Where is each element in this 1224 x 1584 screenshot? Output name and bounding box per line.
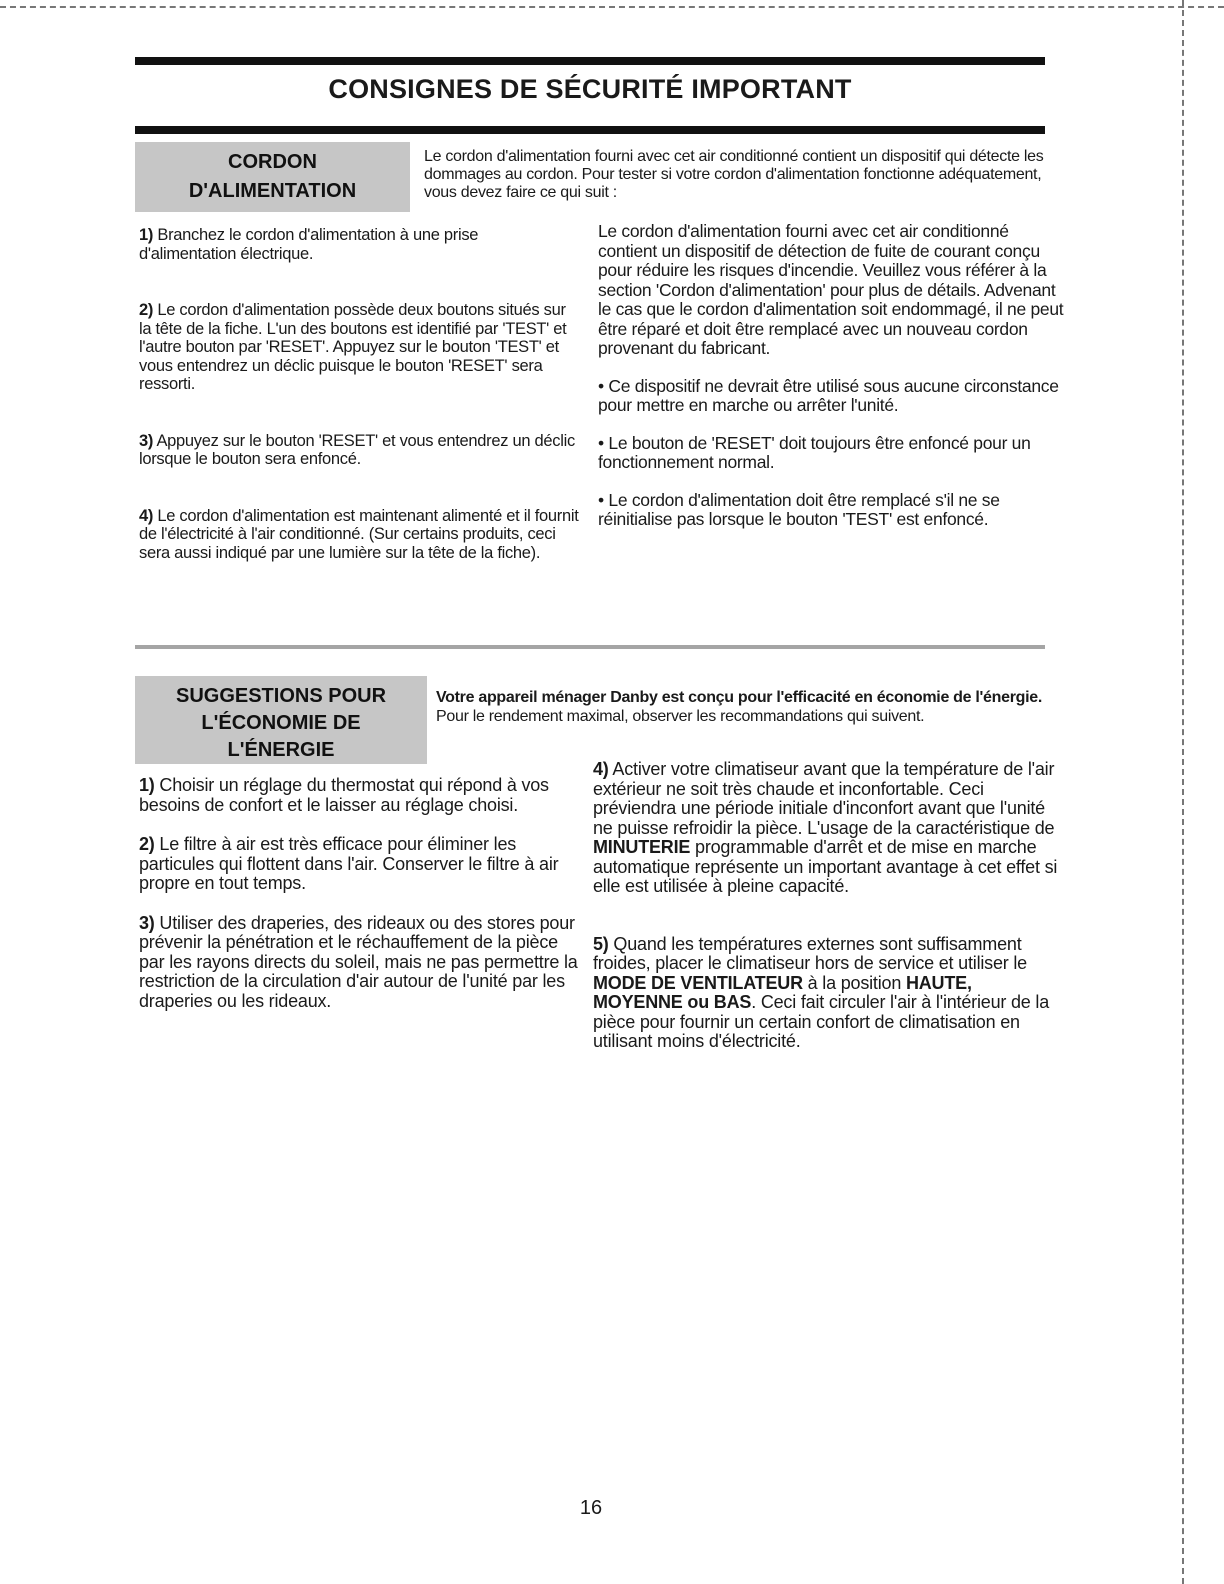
title-rule-top [135,57,1045,65]
cord-right-paragraph: Le cordon d'alimentation fourni avec cet air conditionné contient un dispositif de détection de fuite de courant conçu pour réduire les risques d'incendie. Veuillez vous référer à la section 'Cordon d'alimentation' pour plus de détails. Advenant le cas que le cordon d'alimentation soit endommagé, il ne peut être réparé et doit être remplacé avec un nouveau cordon provenant du fabricant. [598,221,1064,358]
tip-number: 2) [139,834,155,854]
energy-intro [436,688,1076,726]
step-number: 3) [139,431,154,450]
cord-step-4 [139,507,579,563]
energy-tip-4 [593,760,1063,897]
tip-keyword: MODE DE VENTILATEUR [593,972,803,993]
energy-heading-box [135,676,427,764]
cord-step-2 [139,301,579,394]
cord-step-1 [139,226,579,263]
cord-bullet: • Le bouton de 'RESET' doit toujours être enfoncé pour un fonctionnement normal. [598,432,1031,472]
energy-tip-1 [139,776,584,815]
tip-keyword: HAUTE, MOYENNE ou BAS [593,972,972,1012]
cord-steps [139,226,579,562]
step-text: Le cordon d'alimentation est maintenant alimenté et il fournit de l'électricité à l'air conditionné. (Sur certains produits, ceci sera aussi indiqué par une lumière sur la tête de la fiche). [139,506,579,562]
cord-heading-line2: D'ALIMENTATION [188,180,357,202]
tip-text: Le filtre à air est très efficace pour éliminer les particules qui flottent dans l'air. Conserver le filtre à air propre en tout temps. [139,834,559,893]
tip-text: à la position [802,972,906,993]
cut-line-right [1182,0,1184,1584]
cord-bullet: • Le cordon d'alimentation doit être remplacé s'il ne se réinitialise pas lorsque le bouton 'TEST' est enfoncé. [598,489,1000,529]
cord-step-3 [139,432,579,469]
step-number: 2) [139,301,154,319]
tip-text: programmable d'arrêt et de mise en marche automatique représente un important avantage à cet effet si elle est utilisée à pleine capacité. [593,837,1058,896]
title-rule-bottom [135,126,1045,134]
tip-text: Quand les températures externes sont suffisamment froides, placer le climatiseur hors de service et utiliser le [593,933,1027,973]
energy-intro-bold: Votre appareil ménager Danby est conçu pour l'efficacité en économie de l'énergie. [436,689,1043,706]
tip-text: Activer votre climatiseur avant que la température de l'air extérieur ne soit très chaude et inconfortable. Ceci préviendra une période initiale d'inconfort avant que l'unité ne puisse refroidir la pièce. L'usage de la caractéristique de [593,759,1055,838]
page-number: 16 [579,1497,603,1519]
step-text: Branchez le cordon d'alimentation à une prise d'alimentation électrique. [139,226,479,263]
cord-bullet: • Ce dispositif ne devrait être utilisé sous aucune circonstance pour mettre en marche ou arrêter l'unité. [598,375,1059,415]
energy-tip-3 [139,914,584,1012]
tip-text: Utiliser des draperies, des rideaux ou des stores pour prévenir la pénétration et le réchauffement de la pièce par les rayons directs du soleil, mais ne pas permettre la restriction de la circulation d'air autour de l'unité par les draperies ou les rideaux. [139,912,578,1011]
tip-number: 4) [593,759,609,779]
energy-tip-5 [593,935,1063,1052]
step-text: Le cordon d'alimentation possède deux boutons situés sur la tête de la fiche. L'un des boutons est identifié par 'TEST' et l'autre bouton par 'RESET'. Appuyez sur le bouton 'TEST' et vous entendrez un déclic puisque le bouton 'RESET' sera ressorti. [139,301,567,393]
cut-line-top [0,6,1224,8]
section-divider [135,645,1045,649]
page-title: CONSIGNES DE SÉCURITÉ IMPORTANT [328,74,852,104]
cord-notes [598,222,1068,530]
tip-keyword: MINUTERIE [593,837,691,857]
step-number: 1) [139,226,154,244]
tip-number: 1) [139,775,155,795]
energy-heading-line1: SUGGESTIONS POUR [175,685,387,707]
energy-tips-left [139,776,584,1011]
tip-text: Choisir un réglage du thermostat qui répond à vos besoins de confort et le laisser au réglage choisi. [139,775,549,815]
energy-intro-rest: Pour le rendement maximal, observer les recommandations qui suivent. [436,708,925,725]
energy-heading-line2: L'ÉCONOMIE DE [201,712,361,734]
tip-number: 3) [139,912,155,933]
energy-heading-line3: L'ÉNERGIE [227,739,335,761]
cord-heading-box [135,142,410,212]
energy-tip-2 [139,835,584,894]
tip-number: 5) [593,933,609,954]
cord-intro: Le cordon d'alimentation fourni avec cet air conditionné contient un dispositif qui détecte les dommages au cordon. Pour tester si votre cordon d'alimentation fonctionne adéquatement, vous devez faire ce qui suit : [424,148,1044,201]
cord-heading-line1: CORDON [228,151,317,173]
tip-text: . Ceci fait circuler l'air à l'intérieur de la pièce pour fournir un certain confort de climatisation en utilisant moins d'électricité. [593,992,1050,1051]
energy-tips-right [593,760,1063,1052]
step-text: Appuyez sur le bouton 'RESET' et vous entendrez un déclic lorsque le bouton sera enfoncé. [139,431,575,468]
step-number: 4) [139,506,154,525]
